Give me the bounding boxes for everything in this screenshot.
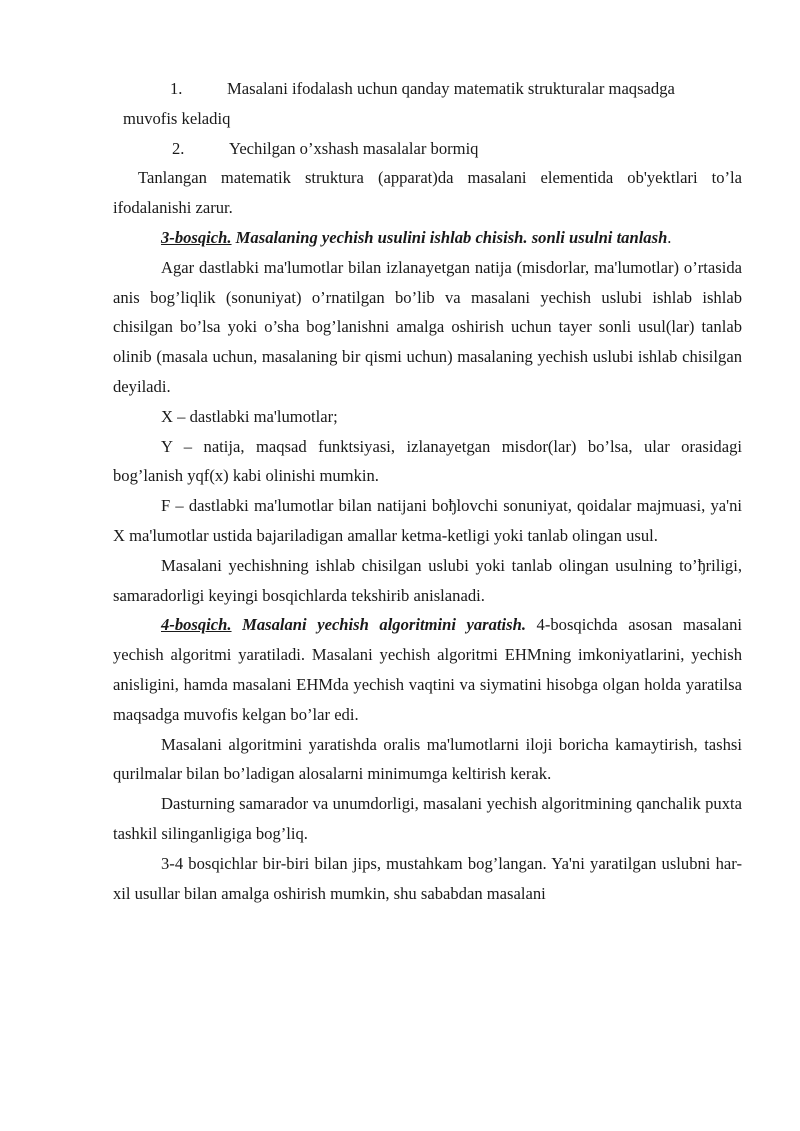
- paragraph-structure: Tanlangan matematik struktura (apparat)da masalani elementida ob'yektlari to’la ifodalanishi zarur.: [113, 168, 742, 218]
- paragraph-x-definition: X – dastlabki ma'lumotlar;: [161, 406, 338, 426]
- list-number-1: 1.: [170, 79, 183, 98]
- stage-4-text: 4-bosqichda asosan masalani yechish algoritmi yaratiladi. Masalani yechish algoritmi EHMning imkoniyatlarini, yechish anisligini, hamda masalani EHMda yechish vaqtini va siymatini hisobga olgan holda yaratilsa maqsadga muvofis kelgan bo’lar edi.: [113, 615, 742, 724]
- stage-4-title: Masalani yechish algoritmini yaratish.: [231, 615, 526, 635]
- paragraph-method-definition: Agar dastlabki ma'lumotlar bilan izlanayetgan natija (misdorlar, ma'lumotlar) o’rtasida anis bog’liqlik (sonuniyat) o’rnatilgan bo’lib va masalani yechish uslubi ishlab ishlab chisilgan bo’lsa yoki o’sha bog’lanishni amalga oshirish uchun tayer sonli usul(lar) tanlab olinib (masala uchun, masalaning bir qismi uchun) masalaning yechish uslubi ishlab chisilgan deyiladi.: [113, 257, 742, 396]
- paragraph-algorithm-data: Masalani algoritmini yaratishda oralis ma'lumotlarni iloji boricha kamaytirish, tashsi qurilmalar bilan bo’ladigan alosalarni minimumga keltirish kerak.: [113, 734, 742, 784]
- list-item-2: [113, 134, 742, 164]
- paragraph-stages-link: 3-4 bosqichlar bir-biri bilan jips, mustahkam bog’langan. Ya'ni yaratilgan uslubni har-xil usullar bilan amalga oshirish mumkin, shu sababdan masalani: [113, 853, 742, 903]
- paragraph-f-definition: F – dastlabki ma'lumotlar bilan natijani boђlovchi sonuniyat, qoidalar majmuasi, ya'ni X ma'lumotlar ustida bajariladigan amallar ketma-ketligi yoki tanlab olingan usul.: [113, 496, 742, 545]
- stage-3-heading: [113, 223, 742, 253]
- paragraph-y-definition: Y – natija, maqsad funktsiyasi, izlanayetgan misdor(lar) bo’lsa, ular orasidagi bog’lanish yqf(x) kabi olinishi mumkin.: [113, 436, 742, 486]
- stage-4-paragraph: [113, 610, 742, 729]
- stage-4-label: 4-bosqich.: [161, 615, 232, 635]
- paragraph-program-efficiency: Dasturning samarador va unumdorligi, masalani yechish algoritmining qanchalik puxta tashkil silinganligiga bog’liq.: [113, 794, 742, 843]
- paragraph-method-verification: Masalani yechishning ishlab chisilgan uslubi yoki tanlab olingan usulning to’ђriligi, samaradorligi keyingi bosqichlarda tekshirib anislanadi.: [113, 555, 742, 605]
- document-body: [113, 74, 742, 908]
- list-item-1-text: Masalani ifodalash uchun qanday matematik strukturalar maqsadga: [227, 79, 675, 98]
- list-item-2-text: Yechilgan o’xshash masalalar bormiq: [229, 138, 479, 158]
- stage-3-label: 3-bosqich.: [161, 227, 232, 247]
- stage-3-title: Masalaning yechish usulini ishlab chisish. sonli usulni tanlash: [231, 227, 668, 247]
- list-item-1-continuation: muvofis keladiq: [123, 108, 231, 128]
- stage-3-period: .: [667, 227, 672, 247]
- list-item-1: [113, 74, 742, 104]
- list-number-2: 2.: [172, 138, 185, 158]
